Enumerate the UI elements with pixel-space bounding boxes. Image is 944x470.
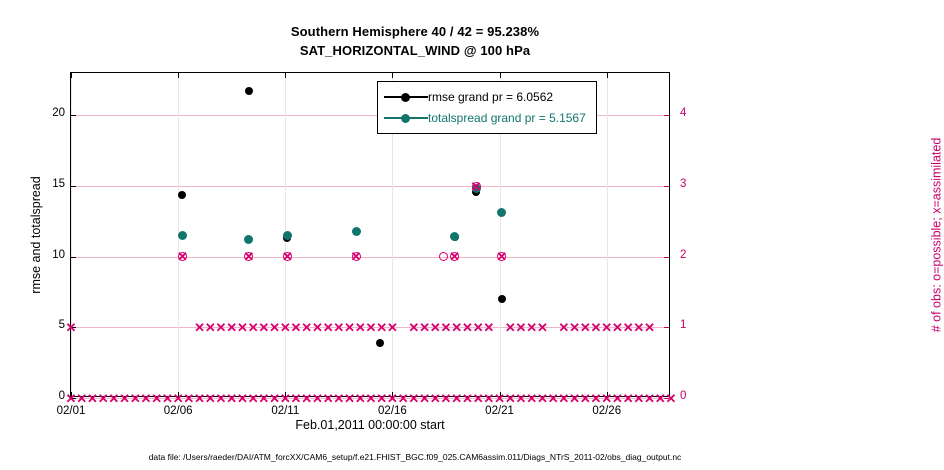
obs-assimilated-marker: ✕ bbox=[269, 390, 281, 406]
obs-assimilated-marker: ✕ bbox=[536, 390, 548, 406]
obs-assimilated-marker: ✕ bbox=[644, 390, 656, 406]
obs-assimilated-marker: ✕ bbox=[258, 390, 270, 406]
obs-assimilated-marker: ✕ bbox=[461, 319, 473, 335]
obs-assimilated-marker: ✕ bbox=[311, 390, 323, 406]
obs-assimilated-marker: ✕ bbox=[569, 390, 581, 406]
chart-title-line1: Southern Hemisphere 40 / 42 = 95.238% bbox=[290, 24, 540, 39]
rmse-point bbox=[178, 191, 186, 199]
x-tick-top bbox=[500, 73, 501, 78]
obs-assimilated-marker: ✕ bbox=[140, 390, 152, 406]
x-tick-top bbox=[178, 73, 179, 78]
obs-assimilated-marker: ✕ bbox=[579, 390, 591, 406]
obs-assimilated-marker: ✕ bbox=[665, 390, 677, 406]
y-tick-left bbox=[71, 257, 76, 258]
x-axis-label: Feb.01,2011 00:00:00 start bbox=[295, 418, 445, 432]
y-tick-label-left: 10 bbox=[52, 248, 65, 261]
y-tick-label-left: 0 bbox=[58, 390, 65, 402]
obs-assimilated-marker: ✕ bbox=[365, 390, 377, 406]
y-tick-label-right: 4 bbox=[680, 107, 687, 120]
obs-assimilated-marker: ✕ bbox=[622, 390, 634, 406]
obs-assimilated-marker: ✕ bbox=[558, 390, 570, 406]
obs-assimilated-marker: ✕ bbox=[408, 319, 420, 335]
obs-assimilated-marker: ✕ bbox=[354, 390, 366, 406]
totalspread-point bbox=[497, 208, 506, 217]
y-tick-left bbox=[71, 115, 76, 116]
obs-assimilated-marker: ✕ bbox=[76, 390, 88, 406]
obs-assimilated-marker: ✕ bbox=[504, 319, 516, 335]
totalspread-point bbox=[283, 231, 292, 240]
obs-assimilated-marker: ✕ bbox=[204, 390, 216, 406]
obs-assimilated-marker: ✕ bbox=[397, 390, 409, 406]
obs-assimilated-marker: ✕ bbox=[236, 319, 248, 335]
obs-assimilated-marker: ✕ bbox=[365, 319, 377, 335]
obs-assimilated-marker: ✕ bbox=[536, 319, 548, 335]
totalspread-point bbox=[178, 231, 187, 240]
chart-title-line2: SAT_HORIZONTAL_WIND @ 100 hPa bbox=[299, 43, 531, 58]
x-tick-top bbox=[607, 73, 608, 78]
obs-assimilated-marker: ✕ bbox=[419, 390, 431, 406]
obs-assimilated-marker: ✕ bbox=[429, 319, 441, 335]
obs-assimilated-marker: ✕ bbox=[547, 390, 559, 406]
obs-assimilated-marker: ✕ bbox=[654, 390, 666, 406]
gridline-vertical bbox=[71, 73, 72, 396]
x-tick-label: 02/21 bbox=[485, 405, 514, 417]
obs-assimilated-marker: ✕ bbox=[350, 249, 362, 265]
y-tick-left bbox=[71, 186, 76, 187]
obs-assimilated-marker: ✕ bbox=[290, 390, 302, 406]
gridline-vertical bbox=[607, 73, 608, 396]
obs-assimilated-marker: ✕ bbox=[247, 319, 259, 335]
x-tick-top bbox=[71, 73, 72, 78]
y-axis-label-left: rmse and totalspread bbox=[29, 175, 43, 294]
obs-assimilated-marker: ✕ bbox=[569, 319, 581, 335]
legend-marker-totalspread bbox=[384, 112, 428, 124]
rmse-point bbox=[376, 339, 384, 347]
y-tick-right bbox=[664, 257, 669, 258]
obs-assimilated-marker: ✕ bbox=[258, 319, 270, 335]
obs-assimilated-marker: ✕ bbox=[644, 319, 656, 335]
legend-label-rmse: rmse grand pr = 6.0562 bbox=[428, 89, 554, 104]
x-tick-label: 02/11 bbox=[271, 405, 300, 417]
obs-assimilated-marker: ✕ bbox=[376, 390, 388, 406]
y-tick-right bbox=[664, 327, 669, 328]
chart-legend bbox=[377, 81, 597, 134]
obs-assimilated-marker: ✕ bbox=[386, 319, 398, 335]
obs-assimilated-marker: ✕ bbox=[440, 390, 452, 406]
y-tick-label-right: 3 bbox=[680, 178, 687, 191]
obs-possible-marker bbox=[439, 252, 448, 261]
obs-assimilated-marker: ✕ bbox=[333, 390, 345, 406]
y-axis-label-right: # of obs: o=possible; x=assimilated bbox=[930, 137, 944, 332]
obs-assimilated-marker: ✕ bbox=[354, 319, 366, 335]
obs-assimilated-marker: ✕ bbox=[579, 319, 591, 335]
obs-assimilated-marker: ✕ bbox=[483, 390, 495, 406]
legend-label-totalspread: totalspread grand pr = 5.1567 bbox=[428, 110, 586, 125]
obs-assimilated-marker: ✕ bbox=[504, 390, 516, 406]
x-tick-top bbox=[285, 73, 286, 78]
x-tick-label: 02/16 bbox=[378, 405, 407, 417]
obs-assimilated-marker: ✕ bbox=[243, 249, 255, 265]
x-tick-label: 02/06 bbox=[163, 405, 193, 417]
obs-assimilated-marker: ✕ bbox=[204, 319, 216, 335]
obs-assimilated-marker: ✕ bbox=[281, 249, 293, 265]
obs-assimilated-marker: ✕ bbox=[601, 319, 613, 335]
obs-assimilated-marker: ✕ bbox=[311, 319, 323, 335]
obs-assimilated-marker: ✕ bbox=[290, 319, 302, 335]
obs-assimilated-marker: ✕ bbox=[440, 319, 452, 335]
obs-assimilated-marker: ✕ bbox=[301, 390, 313, 406]
totalspread-point bbox=[352, 227, 361, 236]
obs-assimilated-marker: ✕ bbox=[119, 390, 131, 406]
obs-assimilated-marker: ✕ bbox=[322, 390, 334, 406]
rmse-point bbox=[498, 295, 506, 303]
obs-assimilated-marker: ✕ bbox=[269, 319, 281, 335]
obs-assimilated-marker: ✕ bbox=[226, 390, 238, 406]
y-tick-right bbox=[664, 186, 669, 187]
obs-assimilated-marker: ✕ bbox=[611, 319, 623, 335]
obs-assimilated-marker: ✕ bbox=[215, 319, 227, 335]
x-tick-label: 02/01 bbox=[56, 405, 86, 417]
obs-assimilated-marker: ✕ bbox=[451, 319, 463, 335]
obs-assimilated-marker: ✕ bbox=[622, 319, 634, 335]
obs-assimilated-marker: ✕ bbox=[449, 249, 461, 265]
obs-assimilated-marker: ✕ bbox=[86, 390, 98, 406]
y-tick-right bbox=[664, 115, 669, 116]
obs-assimilated-marker: ✕ bbox=[65, 319, 77, 335]
obs-assimilated-marker: ✕ bbox=[322, 319, 334, 335]
y-tick-label-left: 15 bbox=[52, 178, 65, 191]
obs-assimilated-marker: ✕ bbox=[333, 319, 345, 335]
obs-assimilated-marker: ✕ bbox=[611, 390, 623, 406]
obs-assimilated-marker: ✕ bbox=[226, 319, 238, 335]
obs-assimilated-marker: ✕ bbox=[515, 390, 527, 406]
rmse-point bbox=[245, 87, 253, 95]
obs-assimilated-marker: ✕ bbox=[386, 390, 398, 406]
y-tick-label-right: 2 bbox=[680, 248, 687, 261]
obs-assimilated-marker: ✕ bbox=[429, 390, 441, 406]
obs-assimilated-marker: ✕ bbox=[526, 390, 538, 406]
obs-assimilated-marker: ✕ bbox=[470, 178, 482, 194]
legend-marker-rmse bbox=[384, 91, 428, 103]
x-tick-label: 02/26 bbox=[592, 405, 622, 417]
obs-assimilated-marker: ✕ bbox=[176, 249, 188, 265]
obs-assimilated-marker: ✕ bbox=[236, 390, 248, 406]
obs-assimilated-marker: ✕ bbox=[472, 390, 484, 406]
obs-assimilated-marker: ✕ bbox=[472, 319, 484, 335]
obs-assimilated-marker: ✕ bbox=[558, 319, 570, 335]
obs-assimilated-marker: ✕ bbox=[129, 390, 141, 406]
gridline-horizontal bbox=[71, 186, 669, 187]
obs-assimilated-marker: ✕ bbox=[344, 390, 356, 406]
x-tick-top bbox=[392, 73, 393, 78]
obs-assimilated-marker: ✕ bbox=[247, 390, 259, 406]
obs-assimilated-marker: ✕ bbox=[601, 390, 613, 406]
data-file-caption: data file: /Users/raeder/DAI/ATM_forcXX/CAM6_setup/f.e21.FHIST_BGC.f09_025.CAM6assim.011/Diags_NTrS_2011-02/obs_diag_output.nc bbox=[148, 452, 682, 462]
totalspread-point bbox=[244, 235, 253, 244]
obs-assimilated-marker: ✕ bbox=[496, 249, 508, 265]
obs-assimilated-marker: ✕ bbox=[408, 390, 420, 406]
obs-assimilated-marker: ✕ bbox=[376, 319, 388, 335]
obs-assimilated-marker: ✕ bbox=[461, 390, 473, 406]
obs-assimilated-marker: ✕ bbox=[526, 319, 538, 335]
legend-item-totalspread bbox=[384, 107, 590, 128]
gridline-horizontal bbox=[71, 257, 669, 258]
y-tick-label-left: 5 bbox=[58, 319, 65, 332]
obs-assimilated-marker: ✕ bbox=[590, 319, 602, 335]
plot-area bbox=[29, 72, 944, 432]
obs-assimilated-marker: ✕ bbox=[633, 319, 645, 335]
obs-assimilated-marker: ✕ bbox=[515, 319, 527, 335]
obs-assimilated-marker: ✕ bbox=[215, 390, 227, 406]
obs-assimilated-marker: ✕ bbox=[161, 390, 173, 406]
obs-assimilated-marker: ✕ bbox=[183, 390, 195, 406]
y-tick-label-left: 20 bbox=[52, 107, 65, 120]
obs-assimilated-marker: ✕ bbox=[633, 390, 645, 406]
obs-assimilated-marker: ✕ bbox=[65, 390, 77, 406]
totalspread-point bbox=[450, 232, 459, 241]
obs-assimilated-marker: ✕ bbox=[194, 319, 206, 335]
y-tick-label-right: 1 bbox=[680, 319, 687, 332]
obs-assimilated-marker: ✕ bbox=[451, 390, 463, 406]
obs-assimilated-marker: ✕ bbox=[483, 319, 495, 335]
obs-assimilated-marker: ✕ bbox=[344, 319, 356, 335]
obs-assimilated-marker: ✕ bbox=[151, 390, 163, 406]
obs-assimilated-marker: ✕ bbox=[108, 390, 120, 406]
obs-assimilated-marker: ✕ bbox=[194, 390, 206, 406]
y-tick-label-right: 0 bbox=[680, 390, 687, 402]
obs-assimilated-marker: ✕ bbox=[590, 390, 602, 406]
obs-assimilated-marker: ✕ bbox=[172, 390, 184, 406]
obs-assimilated-marker: ✕ bbox=[419, 319, 431, 335]
obs-assimilated-marker: ✕ bbox=[494, 390, 506, 406]
legend-item-rmse bbox=[384, 86, 590, 107]
obs-assimilated-marker: ✕ bbox=[279, 319, 291, 335]
obs-assimilated-marker: ✕ bbox=[301, 319, 313, 335]
obs-assimilated-marker: ✕ bbox=[279, 390, 291, 406]
obs-assimilated-marker: ✕ bbox=[97, 390, 109, 406]
